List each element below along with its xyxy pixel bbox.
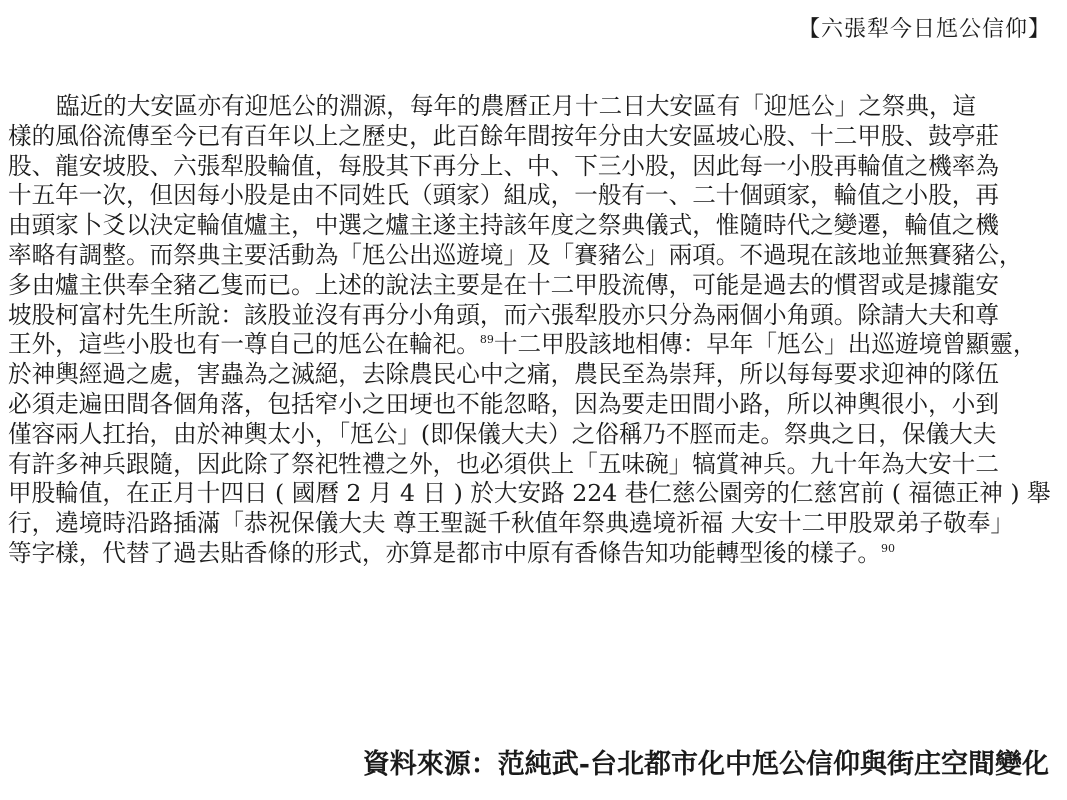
source-citation: 資料來源：范純武-台北都市化中尪公信仰與街庄空間變化 xyxy=(362,749,1049,780)
body-line: 必須走遍田間各個角落，包括窄小之田埂也不能忽略，因為要走田間小路，所以神輿很小，小到 xyxy=(8,389,999,418)
body-line: 行，遶境時沿路插滿「恭祝保儀大夫 尊王聖誕千秋值年祭典遶境祈福 大安十二甲股眾弟子敬奉」 xyxy=(8,509,1014,538)
footnote-marker-90: 90 xyxy=(880,542,895,556)
body-line: 股、龍安坡股、六張犁股輪值，每股其下再分上、中、下三小股，因此每一小股再輪值之機率為 xyxy=(8,151,999,180)
body-text-segment: 十二甲股該地相傳：早年「尪公」出巡遊境曾顯靈， xyxy=(493,330,1037,359)
body-line: 坡股柯富村先生所說：該股並沒有再分小角頭，而六張犁股亦只分為兩個小角頭。除請大夫和尊 xyxy=(8,300,999,329)
body-line: 十五年一次，但因每小股是由不同姓氏（頭家）組成，一般有一、二十個頭家，輪值之小股，再 xyxy=(8,181,999,210)
body-line: 樣的風俗流傳至今已有百年以上之歷史，此百餘年間按年分由大安區坡心股、十二甲股、鼓亭莊 xyxy=(8,121,999,150)
body-text-segment: 王外，這些小股也有一尊自己的尪公在輪祀。 xyxy=(8,330,480,359)
body-line: 有許多神兵跟隨，因此除了祭祀牲禮之外，也必須供上「五味碗」犒賞神兵。九十年為大安十二 xyxy=(8,449,999,478)
body-line: 由頭家卜爻以決定輪值爐主，中選之爐主遂主持該年度之祭典儀式，惟隨時代之變遷，輪值之機 xyxy=(8,211,999,240)
body-text-segment: 等字樣，代替了過去貼香條的形式，亦算是都市中原有香條告知功能轉型後的樣子。 xyxy=(8,538,881,567)
body-line-last xyxy=(8,539,1058,569)
body-line: 臨近的大安區亦有迎尪公的淵源，每年的農曆正月十二日大安區有「迎尪公」之祭典，這 xyxy=(56,92,977,120)
footnote-marker-89: 89 xyxy=(479,333,494,347)
body-line: 僅容兩人扛抬，由於神輿太小，「尪公」(即保儀大夫）之俗稱乃不脛而走。祭典之日，保儀大夫 xyxy=(8,419,997,448)
section-title-tag: 【六張犁今日尪公信仰】 xyxy=(797,17,1051,42)
body-line: 於神輿經過之處，害蟲為之滅絕，去除農民心中之痛，農民至為崇拜，所以每每要求迎神的隊伍 xyxy=(8,360,999,389)
body-line-with-footnote xyxy=(8,330,1058,360)
body-line: 甲股輪值，在正月十四日 ( 國曆 2 月 4 日 ) 於大安路 224 巷仁慈公園旁的仁慈宮前 ( 福德正神 ) 舉 xyxy=(8,479,1051,508)
body-line: 率略有調整。而祭典主要活動為「尪公出巡遊境」及「賽豬公」兩項。不過現在該地並無賽豬公， xyxy=(8,240,1023,269)
document-body-paragraph xyxy=(8,92,1058,569)
body-line: 多由爐主供奉全豬乙隻而已。上述的說法主要是在十二甲股流傳，可能是過去的慣習或是據龍安 xyxy=(8,270,999,299)
